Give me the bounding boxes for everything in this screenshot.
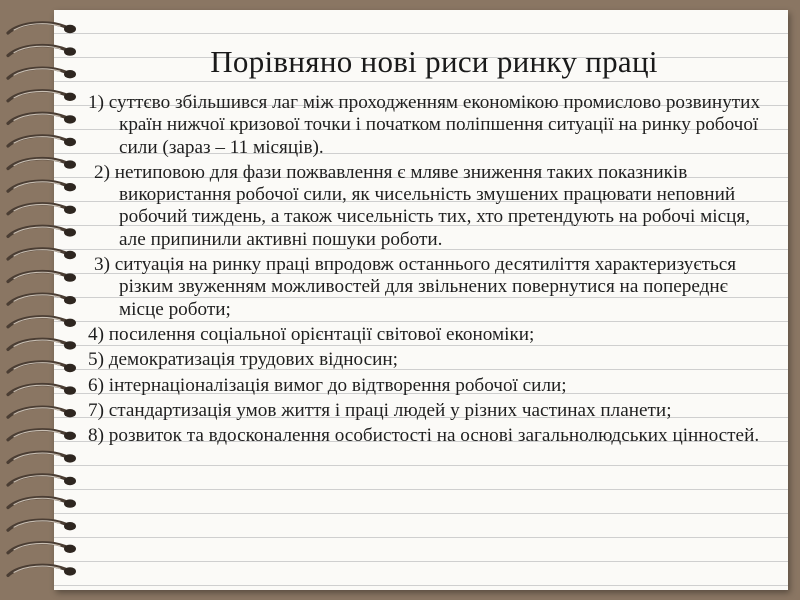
content-list (88, 92, 768, 450)
list-item-5: 5) демократизація трудових відносин; (88, 349, 398, 371)
spiral-ring (8, 91, 76, 101)
slide-title: Порівняно нові риси ринку праці (210, 44, 658, 79)
spiral-ring (8, 498, 76, 508)
spiral-binding (0, 0, 90, 600)
list-item-2: 2) нетиповою для фази пожвавлення є мляве зниження таких показників використання робочої сили, як чисельність змушених працювати неповний робочий тиждень, а також чисельність тих, хто претендують на робочі місця, але припинили активні пошуки роботи. (94, 161, 751, 250)
spiral-ring (8, 385, 76, 395)
spiral-ring (8, 452, 76, 462)
spiral-ring (8, 159, 76, 169)
list-item-6: 6) інтернаціоналізація вимог до відтворення робочої сили; (88, 374, 567, 396)
spiral-ring (8, 136, 76, 146)
list-item-1: 1) суттєво збільшився лаг між проходженням економікою промислово розвинутих країн нижчої кризової точки і початком поліпшення ситуації на ринку робочої сили (зараз – 11 місяців). (88, 92, 761, 158)
spiral-ring (8, 272, 76, 282)
spiral-ring (8, 339, 76, 349)
list-item-4: 4) посилення соціальної орієнтації світової економіки; (88, 323, 535, 345)
spiral-ring (8, 407, 76, 417)
spiral-ring (8, 226, 76, 236)
spiral-ring (8, 249, 76, 259)
spiral-ring (8, 113, 76, 123)
spiral-ring (8, 204, 76, 214)
spiral-ring (8, 23, 76, 33)
spiral-ring (8, 317, 76, 327)
spiral-ring (8, 543, 76, 553)
spiral-ring (8, 181, 76, 191)
spiral-ring (8, 362, 76, 372)
spiral-ring (8, 294, 76, 304)
list-item-7: 7) стандартизація умов життя і праці людей у різних частинах планети; (88, 399, 672, 421)
spiral-ring (8, 565, 76, 575)
list-item-3: 3) ситуація на ринку праці впродовж останнього десятиліття характеризується різким звуженням можливостей для звільнених повернутися на попереднє місце роботи; (94, 254, 737, 320)
list-item-8: 8) розвиток та вдосконалення особистості на основі загальнолюдських цінностей. (88, 425, 760, 447)
spiral-ring (8, 475, 76, 485)
spiral-ring (8, 430, 76, 440)
spiral-ring (8, 520, 76, 530)
